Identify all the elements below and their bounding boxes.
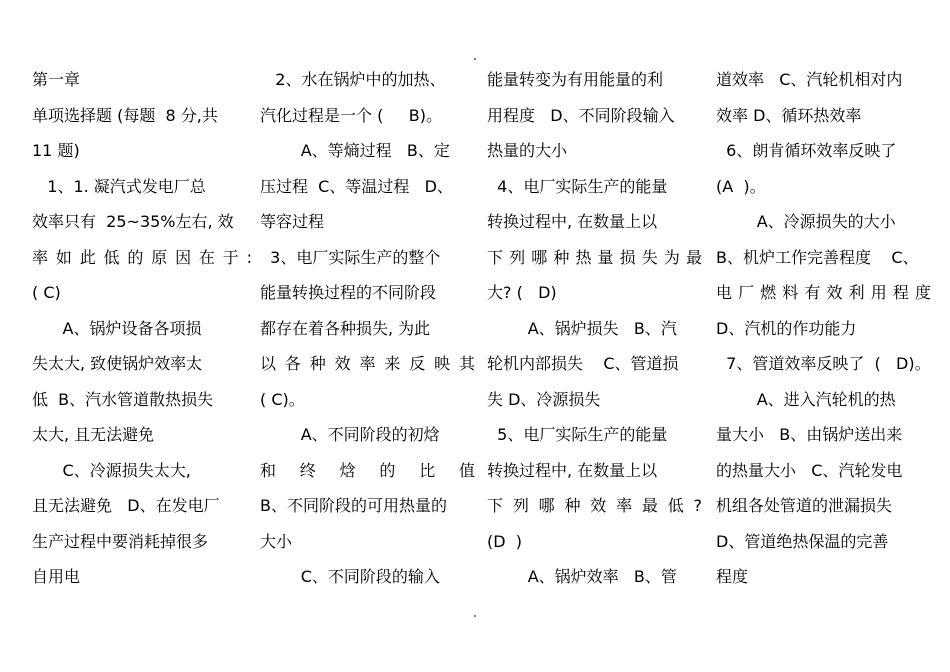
text-line: 用程度 D、不同阶段输入	[487, 105, 675, 125]
text-line: 轮机内部损失 C、管道损	[487, 354, 679, 373]
text-line: 率如此低的原因在于:	[32, 247, 252, 267]
text-line: 单项选择题 (每题 8 分,共	[32, 105, 218, 125]
text-line: 效率只有 25~35%左右, 效	[32, 212, 234, 231]
text-line: 失太大, 致使锅炉效率太	[32, 354, 203, 373]
text-line: 太大, 且无法避免	[32, 425, 155, 444]
text-line: 压过程 C、等温过程 D、	[260, 176, 453, 196]
text-line: 3、电厂实际生产的整个	[260, 247, 441, 267]
text-line: 下列哪种效率最低?	[487, 496, 702, 515]
text-line: 量大小 B、由锅炉送出来	[716, 425, 903, 444]
text-line: 1、1. 凝汽式发电厂总	[32, 176, 206, 196]
text-line: 以各种效率来反映其	[260, 354, 475, 373]
text-line: C、不同阶段的输入	[260, 567, 440, 586]
text-line: 转换过程中, 在数量上以	[487, 212, 658, 231]
text-line: 下列哪种热量损失为最	[487, 247, 702, 267]
text-line: A、锅炉效率 B、管	[487, 567, 677, 586]
text-line: 自用电	[32, 567, 81, 586]
text-line: (A )。	[716, 176, 766, 196]
text-line: 7、管道效率反映了 ( D)。	[716, 354, 931, 373]
text-line: 失 D、冷源损失	[487, 389, 601, 409]
text-line: 电厂燃料有效利用程度	[716, 283, 931, 302]
text-column-3	[487, 62, 702, 595]
text-line: 和 终 焓 的 比 值	[260, 460, 475, 480]
text-line: 大? ( D)	[487, 283, 557, 302]
text-line: 汽化过程是一个 ( B)。	[260, 105, 442, 125]
text-column-1	[32, 62, 252, 595]
text-line: A、等熵过程 B、定	[260, 141, 450, 160]
text-column-4	[716, 62, 931, 595]
text-line: A、冷源损失的大小	[716, 212, 896, 231]
text-line: ( C)	[32, 283, 61, 302]
text-line: 低 B、汽水管道散热损失	[32, 389, 214, 409]
text-line: 生产过程中要消耗掉很多	[32, 531, 209, 551]
text-line: 大小	[260, 531, 293, 551]
page-mark-top	[474, 58, 476, 60]
text-line: 等容过程	[260, 212, 325, 231]
text-line: D、汽机的作功能力	[716, 318, 857, 338]
text-line: B、机炉工作完善程度 C、	[716, 247, 919, 267]
text-line: 道效率 C、汽轮机相对内	[716, 70, 903, 89]
text-line: 5、电厂实际生产的能量	[487, 425, 668, 444]
text-line: 机组各处管道的泄漏损失	[716, 496, 893, 515]
text-line: 且无法避免 D、在发电厂	[32, 496, 220, 515]
text-column-2	[260, 62, 475, 595]
text-line: 4、电厂实际生产的能量	[487, 176, 668, 196]
text-line: 6、朗肯循环效率反映了	[716, 141, 897, 160]
text-line: A、锅炉设备各项损	[32, 318, 202, 338]
text-line: ( C)。	[260, 389, 305, 409]
page-mark-bottom	[474, 615, 476, 617]
text-line: 能量转换过程的不同阶段	[260, 283, 437, 302]
text-line: 第一章	[32, 70, 81, 89]
text-line: 热量的大小	[487, 141, 568, 160]
text-line: 的热量大小 C、汽轮发电	[716, 460, 903, 480]
text-line: D、管道绝热保温的完善	[716, 531, 889, 551]
text-line: A、锅炉损失 B、汽	[487, 318, 677, 338]
text-line: B、不同阶段的可用热量的	[260, 496, 447, 515]
text-line: C、冷源损失太大,	[32, 460, 191, 480]
text-line: 能量转变为有用能量的利	[487, 70, 664, 89]
text-line: (D )	[487, 531, 522, 551]
text-line: A、不同阶段的初焓	[260, 425, 440, 444]
text-line: 转换过程中, 在数量上以	[487, 460, 658, 480]
text-line: 程度	[716, 567, 749, 586]
text-line: 2、水在锅炉中的加热、	[260, 70, 446, 89]
text-line: A、进入汽轮机的热	[716, 389, 896, 409]
text-line: 都存在着各种损失, 为此	[260, 318, 431, 338]
text-line: 效率 D、循环热效率	[716, 105, 862, 125]
text-line: 11 题)	[32, 141, 80, 160]
